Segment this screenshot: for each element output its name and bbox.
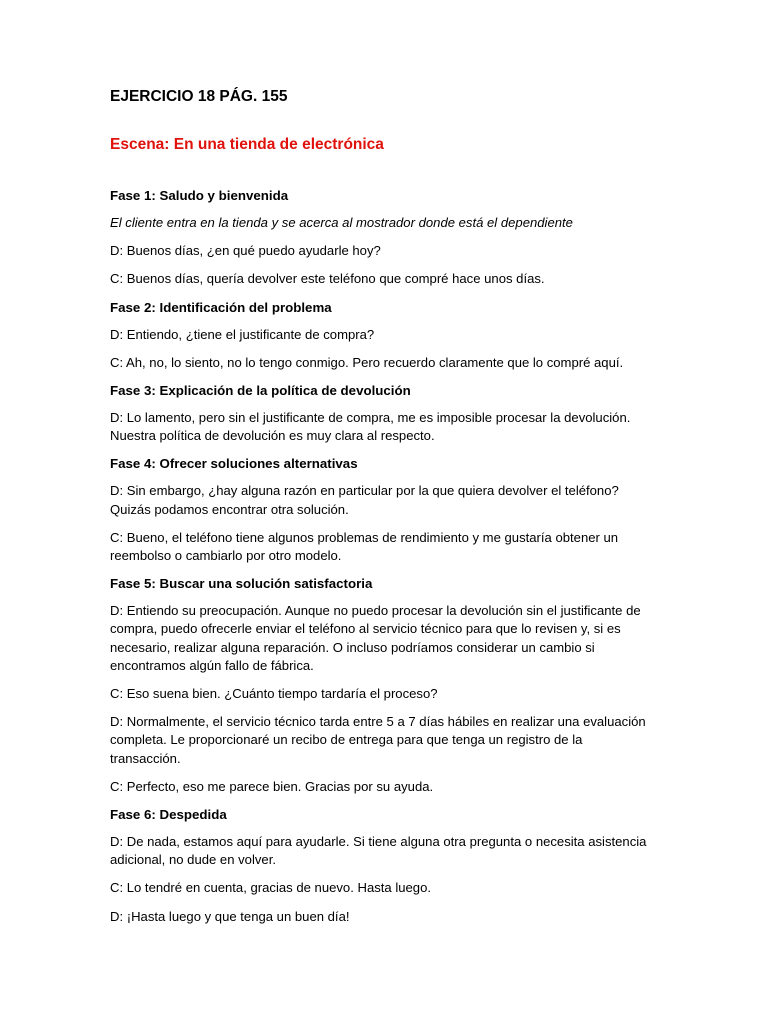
phase-heading: Fase 5: Buscar una solución satisfactoria [110,576,373,592]
dialogue-line: C: Lo tendré en cuenta, gracias de nuevo. Hasta luego. [110,880,432,896]
dialogue-line: D: Entiendo su preocupación. Aunque no puedo procesar la devolución sin el justificante de compra, puedo ofrecerle enviar el teléfono al servicio técnico para que lo revisen y, si es necesario, realizar alguna reparación. O incluso podríamos considerar un cambio si encontramos algún fallo de fábrica. [110,603,641,673]
phase-heading: Fase 2: Identificación del problema [110,299,332,315]
dialogue-line: D: Normalmente, el servicio técnico tarda entre 5 a 7 días hábiles en realizar una evaluación completa. Le proporcionaré un recibo de entrega para que tenga un registro de la transacción. [110,714,646,766]
phase-section [110,806,650,926]
dialogue-line: D: Entiendo, ¿tiene el justificante de compra? [110,326,375,342]
phase-section [110,299,650,372]
dialogue-line: C: Perfecto, eso me parece bien. Gracias por su ayuda. [110,778,434,794]
phase-section [110,575,650,796]
phase-section [110,382,650,445]
phase-heading: Fase 4: Ofrecer soluciones alternativas [110,456,358,472]
dialogue-line: D: De nada, estamos aquí para ayudarle. Si tiene alguna otra pregunta o necesita asistencia adicional, no dude en volver. [110,834,647,868]
dialogue-line: C: Bueno, el teléfono tiene algunos problemas de rendimiento y me gustaría obtener un reembolso o cambiarlo por otro modelo. [110,529,619,564]
dialogue-line: D: ¡Hasta luego y que tenga un buen día! [110,908,350,924]
document-title: EJERCICIO 18 PÁG. 155 [110,88,288,105]
dialogue-line: D: Lo lamento, pero sin el justificante de compra, me es imposible procesar la devolución. Nuestra política de devolución es muy clara al respecto. [110,410,631,444]
stage-direction: El cliente entra en la tienda y se acerca al mostrador donde está el dependiente [110,215,573,230]
scene-heading: Escena: En una tienda de electrónica [110,136,384,153]
dialogue-line: C: Ah, no, lo siento, no lo tengo conmigo. Pero recuerdo claramente que lo compré aquí. [110,354,624,370]
phase-section [110,455,650,565]
dialogue-line: D: Sin embargo, ¿hay alguna razón en particular por la que quiera devolver el teléfono? Quizás podamos encontrar otra solución. [110,483,619,517]
phase-heading: Fase 3: Explicación de la política de devolución [110,383,411,399]
phase-heading: Fase 1: Saludo y bienvenida [110,188,289,203]
document-page [110,87,650,936]
phase-heading: Fase 6: Despedida [110,807,227,823]
dialogue-line: C: Buenos días, quería devolver este teléfono que compré hace unos días. [110,271,545,287]
dialogue-line: D: Buenos días, ¿en qué puedo ayudarle hoy? [110,243,381,259]
phase-section [110,187,650,289]
dialogue-line: C: Eso suena bien. ¿Cuánto tiempo tardaría el proceso? [110,686,438,702]
dialogue-sections [110,187,650,926]
